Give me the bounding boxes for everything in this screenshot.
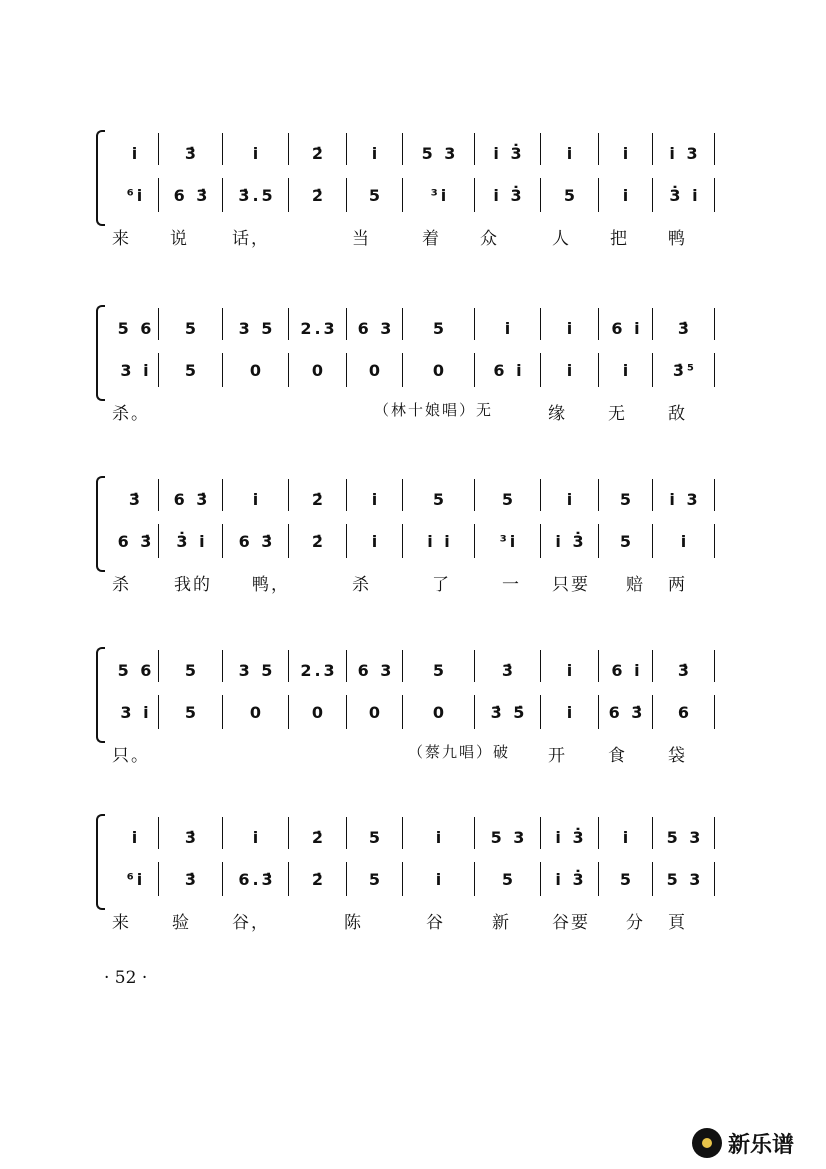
lyric-word: 袋 — [668, 746, 687, 766]
score-system — [98, 303, 710, 424]
bar-line — [222, 695, 223, 729]
page-number: · 52 · — [104, 968, 148, 988]
bar-line — [714, 524, 715, 558]
note-group: 0 — [368, 702, 384, 722]
note-group: i 3̇ — [555, 827, 587, 847]
bar-line — [402, 178, 403, 212]
note-group: 5 — [184, 360, 200, 380]
note-group: i — [680, 531, 690, 551]
bar-line — [474, 862, 475, 896]
bar-line — [288, 524, 289, 558]
note-group: 2.3 — [300, 318, 338, 338]
bar-line — [540, 133, 541, 165]
system-brace — [96, 476, 105, 572]
bar-line — [598, 479, 599, 511]
logo-text: 新乐谱 — [728, 1132, 795, 1158]
bar-line — [222, 650, 223, 682]
note-group: 5 — [432, 489, 448, 509]
bar-line — [158, 862, 159, 896]
note-group: 5 3 — [421, 143, 459, 163]
bar-line — [474, 817, 475, 849]
bar-line — [346, 695, 347, 729]
bar-line — [540, 178, 541, 212]
bar-line — [474, 308, 475, 340]
note-group: 5 — [501, 489, 517, 509]
system-brace — [96, 305, 105, 401]
bar-line — [714, 133, 715, 165]
note-group: 0 — [432, 702, 448, 722]
lyric-word: 只要 — [552, 575, 590, 595]
note-group: i — [252, 143, 262, 163]
note-group: 3 i — [120, 702, 152, 722]
bar-line — [474, 133, 475, 165]
bar-line — [598, 353, 599, 387]
bar-line — [714, 650, 715, 682]
bar-line — [346, 178, 347, 212]
bar-line — [288, 862, 289, 896]
note-group: 2.3 — [300, 660, 338, 680]
bar-line — [652, 133, 653, 165]
note-group: i — [622, 360, 632, 380]
bar-line — [222, 479, 223, 511]
note-group: 2̇ — [311, 185, 327, 205]
lower-voice — [112, 355, 710, 385]
lyric-word: 赔 — [626, 575, 645, 595]
score-system — [98, 645, 710, 766]
note-group: 3̇⁵ — [672, 360, 698, 380]
note-group: i — [131, 827, 141, 847]
note-group: 5 — [563, 185, 579, 205]
note-group: i i — [427, 531, 453, 551]
note-group: 3̇ — [184, 143, 200, 163]
bar-line — [540, 308, 541, 340]
lyric-word: 来 — [112, 229, 131, 249]
lyric-word: 谷要 — [552, 913, 590, 933]
bar-line — [402, 862, 403, 896]
note-group: i — [566, 660, 576, 680]
lyric-word: 说 — [170, 229, 189, 249]
note-group: 5 — [619, 869, 635, 889]
upper-voice — [112, 484, 710, 514]
note-group: 6 i — [611, 660, 643, 680]
bar-line — [402, 353, 403, 387]
note-group: i 3 — [669, 489, 701, 509]
note-group: 6 3̇ — [117, 531, 155, 551]
lyric-word: 谷 — [426, 913, 445, 933]
note-group: 3 5 — [238, 318, 276, 338]
lyric-word: 把 — [610, 229, 629, 249]
note-group: 6 3̇ — [238, 531, 276, 551]
system-brace — [96, 130, 105, 226]
bar-line — [598, 695, 599, 729]
bar-line — [346, 817, 347, 849]
lyric-word: （林十娘唱）无 — [374, 401, 494, 419]
bar-line — [158, 353, 159, 387]
note-group: 0 — [249, 702, 265, 722]
lyric-word: 杀。 — [112, 404, 150, 424]
note-group: 6 i — [493, 360, 525, 380]
bar-line — [346, 650, 347, 682]
bar-line — [540, 817, 541, 849]
note-group: 5 3 — [490, 827, 528, 847]
note-group: i — [131, 143, 141, 163]
bar-line — [714, 308, 715, 340]
bar-line — [222, 308, 223, 340]
lyric-word: 话， — [232, 229, 270, 249]
bar-line — [474, 650, 475, 682]
lyric-word: 一 — [502, 575, 521, 595]
note-group: 5 — [501, 869, 517, 889]
bar-line — [598, 862, 599, 896]
bar-line — [402, 479, 403, 511]
note-group: 6 3 — [357, 660, 395, 680]
note-group: 5 — [432, 318, 448, 338]
note-group: i — [566, 702, 576, 722]
bar-line — [652, 862, 653, 896]
lyric-word: 两 — [668, 575, 687, 595]
note-group: i — [622, 185, 632, 205]
bar-line — [714, 353, 715, 387]
bar-line — [158, 695, 159, 729]
bar-line — [402, 133, 403, 165]
note-group: 6 3̇ — [608, 702, 646, 722]
upper-voice — [112, 138, 710, 168]
bar-line — [158, 133, 159, 165]
note-group: i — [566, 360, 576, 380]
note-group: 0 — [311, 702, 327, 722]
upper-voice — [112, 655, 710, 685]
note-group: 5 6 — [117, 660, 155, 680]
lyric-word: 杀 — [352, 575, 371, 595]
lyric-word: 了 — [432, 575, 451, 595]
note-group: ³i — [499, 531, 519, 551]
lyric-word: 只。 — [112, 746, 150, 766]
note-group: 5 — [368, 185, 384, 205]
note-group: 5 6 — [117, 318, 155, 338]
note-group: i 3̇ — [555, 531, 587, 551]
note-group: 3̇ — [128, 489, 144, 509]
note-group: i — [435, 827, 445, 847]
bar-line — [158, 817, 159, 849]
bar-line — [598, 178, 599, 212]
bar-line — [346, 524, 347, 558]
bar-line — [222, 133, 223, 165]
bar-line — [474, 479, 475, 511]
note-group: i — [504, 318, 514, 338]
lyric-word: 杀 — [112, 575, 131, 595]
note-group: ⁶i — [126, 185, 146, 205]
note-group: 5 — [184, 702, 200, 722]
note-group: i 3̇ — [555, 869, 587, 889]
bar-line — [222, 524, 223, 558]
bar-line — [652, 178, 653, 212]
note-group: 5 — [184, 660, 200, 680]
bar-line — [402, 695, 403, 729]
bar-line — [714, 479, 715, 511]
lower-voice — [112, 180, 710, 210]
bar-line — [222, 178, 223, 212]
bar-line — [346, 133, 347, 165]
bar-line — [540, 862, 541, 896]
lyric-word: 来 — [112, 913, 131, 933]
lyric-word: （蔡九唱）破 — [408, 743, 511, 761]
bar-line — [652, 524, 653, 558]
note-group: 2̇ — [311, 489, 327, 509]
lower-voice — [112, 697, 710, 727]
score-system — [98, 474, 710, 595]
lower-voice — [112, 864, 710, 894]
lyric-word: 鸭， — [252, 575, 290, 595]
bar-line — [652, 695, 653, 729]
note-group: 3̇.5 — [238, 185, 276, 205]
lyric-word: 缘 — [548, 404, 567, 424]
note-group: 6 3 — [357, 318, 395, 338]
bar-line — [540, 353, 541, 387]
bar-line — [346, 479, 347, 511]
bar-line — [288, 133, 289, 165]
note-group: i — [252, 827, 262, 847]
bar-line — [288, 353, 289, 387]
bar-line — [540, 524, 541, 558]
bar-line — [158, 524, 159, 558]
lyric-word: 人 — [552, 229, 571, 249]
note-group: 5 — [368, 869, 384, 889]
bar-line — [402, 817, 403, 849]
note-group: i — [252, 489, 262, 509]
note-group: 0 — [249, 360, 265, 380]
note-group: i — [622, 143, 632, 163]
bar-line — [288, 479, 289, 511]
system-brace — [96, 647, 105, 743]
bar-line — [598, 650, 599, 682]
note-group: i — [622, 827, 632, 847]
bar-line — [714, 695, 715, 729]
bar-line — [402, 524, 403, 558]
bar-line — [346, 862, 347, 896]
note-group: i 3̇ — [493, 143, 525, 163]
note-group: 3 i — [120, 360, 152, 380]
lyric-word: 当 — [352, 229, 371, 249]
note-group: 6 i — [611, 318, 643, 338]
bar-line — [288, 308, 289, 340]
lyric-word: 頁 — [668, 913, 687, 933]
note-group: i — [435, 869, 445, 889]
note-group: 3̇ i — [669, 185, 701, 205]
bar-line — [598, 817, 599, 849]
note-group: 5 — [184, 318, 200, 338]
bar-line — [652, 479, 653, 511]
bar-line — [288, 695, 289, 729]
note-group: 6 — [677, 702, 693, 722]
bar-line — [158, 650, 159, 682]
lyric-word: 食 — [608, 746, 627, 766]
bar-line — [158, 479, 159, 511]
bar-line — [598, 308, 599, 340]
note-group: 3̇ i — [176, 531, 208, 551]
note-group: i — [371, 143, 381, 163]
upper-voice — [112, 822, 710, 852]
note-group: 2̇ — [311, 869, 327, 889]
note-group: i — [371, 531, 381, 551]
bar-line — [714, 862, 715, 896]
bar-line — [222, 817, 223, 849]
note-group: 3̇ — [677, 660, 693, 680]
note-group: 6 3̇ — [173, 185, 211, 205]
bar-line — [714, 817, 715, 849]
bar-line — [652, 353, 653, 387]
bar-line — [652, 650, 653, 682]
bar-line — [598, 133, 599, 165]
note-group: 6.3̇ — [238, 869, 276, 889]
bar-line — [652, 308, 653, 340]
music-disc-icon — [692, 1128, 722, 1158]
bar-line — [540, 695, 541, 729]
lyric-word: 新 — [492, 913, 511, 933]
lyric-word: 开 — [548, 746, 567, 766]
note-group: 3̇ — [184, 869, 200, 889]
lyric-word: 陈 — [344, 913, 363, 933]
bar-line — [474, 524, 475, 558]
bar-line — [288, 650, 289, 682]
lyric-word: 分 — [626, 913, 645, 933]
bar-line — [346, 353, 347, 387]
bar-line — [714, 178, 715, 212]
note-group: ⁶i — [126, 869, 146, 889]
score-system — [98, 128, 710, 249]
upper-voice — [112, 313, 710, 343]
note-group: 5 — [432, 660, 448, 680]
note-group: 5 — [619, 531, 635, 551]
note-group: i — [566, 143, 576, 163]
note-group: 0 — [432, 360, 448, 380]
note-group: 3̇ — [501, 660, 517, 680]
bar-line — [222, 862, 223, 896]
bar-line — [288, 178, 289, 212]
bar-line — [474, 695, 475, 729]
note-group: 3̇ 5̇ — [490, 702, 528, 722]
note-group: 6 3̇ — [173, 489, 211, 509]
lower-voice — [112, 526, 710, 556]
bar-line — [158, 308, 159, 340]
lyric-word: 谷， — [232, 913, 270, 933]
note-group: i — [566, 489, 576, 509]
bar-line — [158, 178, 159, 212]
note-group: 3̇ — [677, 318, 693, 338]
note-group: 3̇ — [184, 827, 200, 847]
note-group: 5 3 — [666, 827, 704, 847]
bar-line — [540, 650, 541, 682]
note-group: 5 3 — [666, 869, 704, 889]
lyric-word: 无 — [608, 404, 627, 424]
note-group: 0 — [368, 360, 384, 380]
score-system — [98, 812, 710, 933]
bar-line — [222, 353, 223, 387]
note-group: 2̇ — [311, 531, 327, 551]
lyric-word: 敌 — [668, 404, 687, 424]
lyric-word: 鸭 — [668, 229, 687, 249]
bar-line — [288, 817, 289, 849]
bar-line — [474, 353, 475, 387]
lyric-word: 我的 — [174, 575, 212, 595]
lyric-word: 着 — [422, 229, 441, 249]
note-group: i — [566, 318, 576, 338]
bar-line — [652, 817, 653, 849]
note-group: ³i — [430, 185, 450, 205]
note-group: 0 — [311, 360, 327, 380]
system-brace — [96, 814, 105, 910]
note-group: i 3 — [669, 143, 701, 163]
site-logo — [692, 1126, 794, 1160]
lyric-word: 验 — [172, 913, 191, 933]
note-group: i 3̇ — [493, 185, 525, 205]
bar-line — [474, 178, 475, 212]
bar-line — [346, 308, 347, 340]
bar-line — [402, 650, 403, 682]
note-group: 5 — [368, 827, 384, 847]
bar-line — [540, 479, 541, 511]
note-group: 5 — [619, 489, 635, 509]
note-group: 2̇ — [311, 827, 327, 847]
note-group: i — [371, 489, 381, 509]
note-group: 3 5 — [238, 660, 276, 680]
bar-line — [598, 524, 599, 558]
lyric-word: 众 — [480, 229, 499, 249]
note-group: 2̇ — [311, 143, 327, 163]
bar-line — [402, 308, 403, 340]
